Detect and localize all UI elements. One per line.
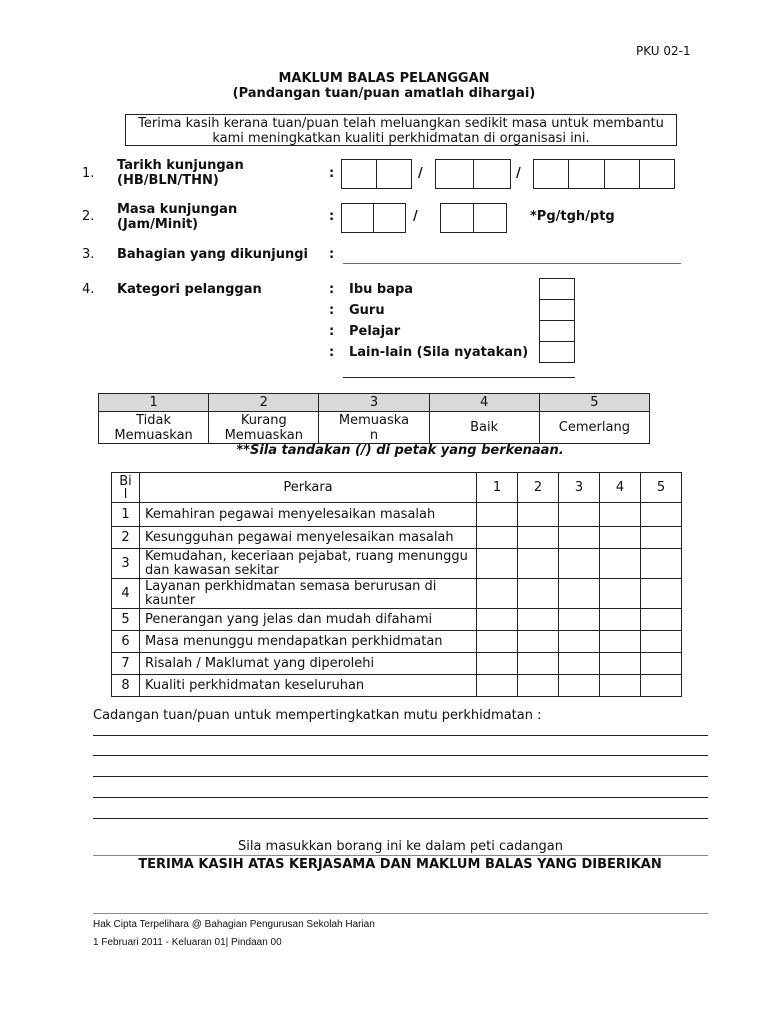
footer-divider xyxy=(93,913,708,914)
department-label: Bahagian yang dikunjungi xyxy=(117,247,309,262)
category-option-student: Pelajar xyxy=(349,324,401,339)
closing-divider xyxy=(93,855,708,856)
category-option-parent: Ibu bapa xyxy=(349,282,414,297)
row-item: Penerangan yang jelas dan mudah difahami xyxy=(140,609,477,631)
intro-line-2: kami meningkatkan kualiti perkhidmatan di organisasi ini. xyxy=(212,131,590,146)
rating-cell[interactable] xyxy=(559,653,600,675)
rating-cell[interactable] xyxy=(477,675,518,697)
rating-cell[interactable] xyxy=(600,549,641,579)
rating-cell[interactable] xyxy=(477,609,518,631)
visit-time-label-line-2: (Jam/Minit) xyxy=(117,217,199,232)
field-1-number: 1. xyxy=(82,166,95,181)
row-item: Kemahiran pegawai menyelesaikan masalah xyxy=(140,503,477,527)
field-2-number: 2. xyxy=(82,209,95,224)
rating-cell[interactable] xyxy=(559,527,600,549)
rating-cell[interactable] xyxy=(559,579,600,609)
table-row xyxy=(112,579,682,609)
row-number: 7 xyxy=(112,653,140,675)
rating-cell[interactable] xyxy=(641,609,682,631)
rating-cell[interactable] xyxy=(477,653,518,675)
scale-label-5: Cemerlang xyxy=(539,412,649,444)
rating-cell[interactable] xyxy=(600,675,641,697)
rating-cell[interactable] xyxy=(477,631,518,653)
rating-cell[interactable] xyxy=(641,631,682,653)
table-row xyxy=(112,631,682,653)
visit-time-label-line-1: Masa kunjungan xyxy=(117,202,238,217)
footer-edition: 1 Februari 2011 - Keluaran 01| Pindaan 00 xyxy=(93,937,282,948)
table-row xyxy=(112,653,682,675)
row-number: 5 xyxy=(112,609,140,631)
table-row xyxy=(112,549,682,579)
checkbox-others[interactable] xyxy=(539,341,575,363)
table-row xyxy=(112,527,682,549)
rating-cell[interactable] xyxy=(641,503,682,527)
rating-cell[interactable] xyxy=(518,631,559,653)
suggestion-line-1[interactable] xyxy=(93,735,708,736)
table-row xyxy=(112,503,682,527)
date-separator-1: / xyxy=(418,166,423,181)
header-rating-1: 1 xyxy=(477,473,518,503)
rating-cell[interactable] xyxy=(559,503,600,527)
row-number: 4 xyxy=(112,579,140,609)
table-row xyxy=(112,675,682,697)
checkbox-parent[interactable] xyxy=(539,278,575,300)
scale-number-3: 3 xyxy=(319,394,429,412)
form-title: MAKLUM BALAS PELANGGAN xyxy=(278,71,490,86)
scale-number-5: 5 xyxy=(539,394,649,412)
rating-cell[interactable] xyxy=(600,527,641,549)
rating-cell[interactable] xyxy=(641,675,682,697)
suggestion-line-2[interactable] xyxy=(93,755,708,756)
visit-date-label-line-2: (HB/BLN/THN) xyxy=(117,173,219,188)
rating-cell[interactable] xyxy=(641,527,682,549)
footer-copyright: Hak Cipta Terpelihara @ Bahagian Pengurusan Sekolah Harian xyxy=(93,919,375,930)
department-input-line[interactable] xyxy=(343,263,681,264)
category-label: Kategori pelanggan xyxy=(117,282,262,297)
rating-items-table xyxy=(111,472,682,697)
rating-cell[interactable] xyxy=(477,579,518,609)
row-number: 2 xyxy=(112,527,140,549)
row-number: 1 xyxy=(112,503,140,527)
rating-cell[interactable] xyxy=(518,675,559,697)
rating-cell[interactable] xyxy=(559,631,600,653)
header-bil: Bi l xyxy=(112,473,140,503)
suggestion-line-5[interactable] xyxy=(93,818,708,819)
hour-input-boxes[interactable] xyxy=(341,203,406,233)
rating-cell[interactable] xyxy=(600,631,641,653)
rating-cell[interactable] xyxy=(600,579,641,609)
rating-cell[interactable] xyxy=(641,579,682,609)
rating-cell[interactable] xyxy=(518,527,559,549)
scale-number-1: 1 xyxy=(99,394,209,412)
row-item: Masa menunggu mendapatkan perkhidmatan xyxy=(140,631,477,653)
row-number: 6 xyxy=(112,631,140,653)
checkbox-teacher[interactable] xyxy=(539,299,575,321)
field-3-number: 3. xyxy=(82,247,95,262)
table-row xyxy=(112,609,682,631)
closing-thanks: TERIMA KASIH ATAS KERJASAMA DAN MAKLUM BALAS YANG DIBERIKAN xyxy=(138,857,662,872)
scale-number-4: 4 xyxy=(429,394,539,412)
row-item: Kesungguhan pegawai menyelesaikan masalah xyxy=(140,527,477,549)
category-colon-3: : xyxy=(329,324,335,339)
suggestion-line-3[interactable] xyxy=(93,776,708,777)
field-1-colon: : xyxy=(329,166,335,181)
intro-box xyxy=(125,114,677,146)
visit-time-label xyxy=(117,202,237,232)
scale-label-2: Kurang Memuaskan xyxy=(209,412,319,444)
row-item: Risalah / Maklumat yang diperolehi xyxy=(140,653,477,675)
scale-label-1: Tidak Memuaskan xyxy=(99,412,209,444)
rating-cell[interactable] xyxy=(477,503,518,527)
rating-cell[interactable] xyxy=(559,609,600,631)
time-separator: / xyxy=(413,209,418,224)
row-item: Kualiti perkhidmatan keseluruhan xyxy=(140,675,477,697)
rating-scale-legend xyxy=(98,393,650,444)
category-option-teacher: Guru xyxy=(349,303,385,318)
rating-cell[interactable] xyxy=(559,549,600,579)
rating-cell[interactable] xyxy=(518,549,559,579)
rating-cell[interactable] xyxy=(641,653,682,675)
day-input-boxes[interactable] xyxy=(341,159,412,189)
row-item: Kemudahan, keceriaan pejabat, ruang menunggu dan kawasan sekitar xyxy=(140,549,477,579)
rating-cell[interactable] xyxy=(600,503,641,527)
category-colon-1: : xyxy=(329,282,335,297)
scale-number-2: 2 xyxy=(209,394,319,412)
closing-instruction: Sila masukkan borang ini ke dalam peti cadangan xyxy=(237,839,564,854)
rating-cell[interactable] xyxy=(518,609,559,631)
year-input-boxes[interactable] xyxy=(533,159,675,189)
header-rating-5: 5 xyxy=(641,473,682,503)
tick-instruction: **Sila tandakan (/) di petak yang berkenaan. xyxy=(236,443,564,458)
rating-cell[interactable] xyxy=(600,609,641,631)
scale-label-4: Baik xyxy=(429,412,539,444)
rating-cell[interactable] xyxy=(518,579,559,609)
rating-cell[interactable] xyxy=(559,675,600,697)
month-input-boxes[interactable] xyxy=(435,159,511,189)
visit-date-label-line-1: Tarikh kunjungan xyxy=(117,158,244,173)
field-2-colon: : xyxy=(329,209,335,224)
field-3-colon: : xyxy=(329,247,335,262)
others-specify-line[interactable] xyxy=(343,377,575,378)
document-code: PKU 02-1 xyxy=(636,44,691,58)
category-colon-2: : xyxy=(329,303,335,318)
row-number: 8 xyxy=(112,675,140,697)
visit-date-label xyxy=(117,158,244,188)
suggestion-prompt: Cadangan tuan/puan untuk mempertingkatkan mutu perkhidmatan : xyxy=(93,708,542,723)
rating-cell[interactable] xyxy=(477,549,518,579)
field-4-number: 4. xyxy=(82,282,95,297)
category-colon-4: : xyxy=(329,345,335,360)
scale-label-3: Memuaska n xyxy=(319,412,429,444)
rating-cell[interactable] xyxy=(641,549,682,579)
checkbox-student[interactable] xyxy=(539,320,575,342)
intro-line-1: Terima kasih kerana tuan/puan telah meluangkan sedikit masa untuk membantu xyxy=(138,116,664,131)
header-rating-4: 4 xyxy=(600,473,641,503)
row-item: Layanan perkhidmatan semasa berurusan di kaunter xyxy=(140,579,477,609)
row-number: 3 xyxy=(112,549,140,579)
category-option-others: Lain-lain (Sila nyatakan) xyxy=(349,345,529,360)
rating-cell[interactable] xyxy=(518,503,559,527)
date-separator-2: / xyxy=(516,166,521,181)
header-rating-2: 2 xyxy=(518,473,559,503)
rating-cell[interactable] xyxy=(518,653,559,675)
time-period-note: *Pg/tgh/ptg xyxy=(530,209,615,224)
header-perkara: Perkara xyxy=(140,473,477,503)
minute-input-boxes[interactable] xyxy=(440,203,507,233)
suggestion-line-4[interactable] xyxy=(93,797,708,798)
header-rating-3: 3 xyxy=(559,473,600,503)
form-subtitle: (Pandangan tuan/puan amatlah dihargai) xyxy=(232,86,536,101)
rating-cell[interactable] xyxy=(477,527,518,549)
rating-cell[interactable] xyxy=(600,653,641,675)
